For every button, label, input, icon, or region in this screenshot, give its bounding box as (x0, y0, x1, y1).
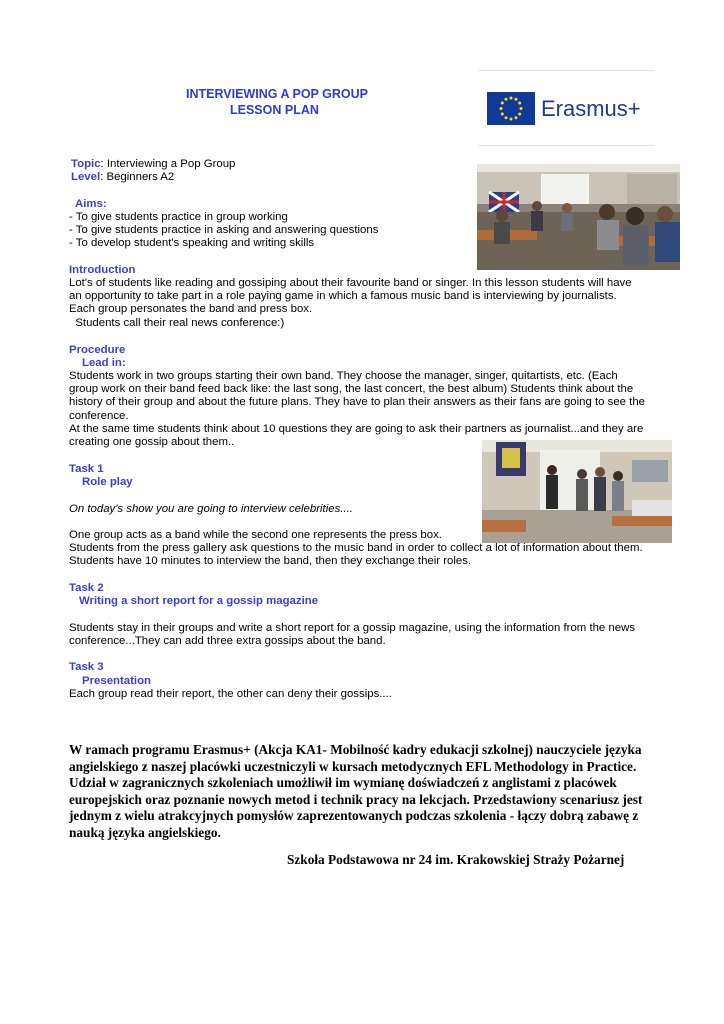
lead-in-heading: Lead in: (82, 357, 126, 369)
task3-subheading: Presentation (82, 675, 151, 687)
logo-divider-top (478, 70, 654, 71)
erasmus-logo-text: Erasmus+ (541, 96, 641, 121)
procedure-line: At the same time students think about 10 questions they are going to ask their partners as journalist...and they are (69, 422, 644, 435)
erasmus-note-line: nauką języka angielskiego. (69, 824, 221, 840)
introduction-line: Students call their real news conference:) (69, 316, 285, 329)
eu-flag-icon (487, 92, 535, 125)
introduction-heading: Introduction (69, 264, 136, 276)
erasmus-note (69, 742, 659, 842)
task2-heading: Task 2 (69, 582, 104, 594)
task1-italic: On today's show you are going to interview celebrities.... (69, 503, 353, 515)
procedure-body (69, 370, 645, 449)
aims-item: - To give students practice in group working (69, 211, 288, 223)
introduction-body (69, 277, 632, 330)
aims-item: - To give students practice in asking and answering questions (69, 224, 379, 237)
erasmus-logo (487, 92, 649, 126)
topic-value: : Interviewing a Pop Group (100, 158, 236, 170)
title-line-1: INTERVIEWING A POP GROUP (186, 87, 368, 101)
erasmus-note-line: jednym z wielu atrakcyjnych pomysłów zaprezentowanych podczas szkolenia - łączy dobrą zabawę z (69, 808, 639, 824)
erasmus-note-line: Udział w zagranicznych szkoleniach umożliwił im wymianę doświadczeń z anglistami z placówek (69, 775, 617, 791)
task2-subheading: Writing a short report for a gossip magazine (79, 595, 319, 607)
erasmus-note-line: W ramach programu Erasmus+ (Akcja KA1- Mobilność kadry edukacji szkolnej) nauczyciele języka (69, 742, 642, 757)
level-line (71, 171, 174, 184)
task2-line: Students stay in their groups and write a short report for a gossip magazine, using the information from the news (69, 622, 636, 634)
document-title (186, 86, 446, 118)
procedure-line: group work on their band feed back like: the last song, the last concert, the best album) Students think about the (69, 383, 634, 396)
erasmus-note-line: angielskiego z naszej placówki uczestniczyli w kursach metodycznych EFL Methodology in Practice. (69, 758, 637, 774)
task1-line: Students from the press gallery ask questions to the music band in order to collect a lot of information about them. (69, 542, 643, 555)
task1-line: One group acts as a band while the second one represents the press box. (69, 529, 442, 541)
procedure-heading: Procedure (69, 344, 126, 356)
procedure-line: conference. (69, 409, 129, 422)
procedure-line: history of their group and about the future plans. They have to plan their answers as their fans are going to see the (69, 396, 646, 409)
level-value: : Beginners A2 (100, 171, 175, 183)
topic-label: Topic (71, 158, 101, 170)
classroom-photo (477, 164, 680, 270)
topic-line (71, 158, 235, 171)
task2-line: conference...They can add three extra gossips about the band. (69, 635, 386, 648)
aims-heading: Aims: (75, 198, 107, 210)
erasmus-note-line: europejskich oraz poznanie nowych metod i technik pracy na lekcjach. Przedstawiony scenariusz jest (69, 791, 643, 807)
aims-list (69, 211, 378, 251)
task1-heading: Task 1 (69, 463, 104, 475)
task2-body (69, 622, 635, 648)
procedure-line: Students work in two groups starting their own band. They choose the manager, singer, quitartists, etc. (Each (69, 370, 618, 382)
introduction-line: Each group personates the band and press box. (69, 303, 313, 316)
task3-heading: Task 3 (69, 661, 104, 673)
task1-subheading: Role play (82, 476, 133, 488)
procedure-line: creating one gossip about them.. (69, 436, 235, 449)
title-line-2: LESSON PLAN (230, 103, 319, 117)
task3-line: Each group read their report, the other can deny their gossips.... (69, 688, 392, 700)
level-label: Level (71, 171, 101, 183)
logo-divider-bottom (478, 145, 654, 146)
school-name: Szkoła Podstawowa nr 24 im. Krakowskiej Straży Pożarnej (287, 852, 625, 867)
aims-item: - To develop student's speaking and writing skills (69, 237, 315, 250)
task1-body (69, 529, 643, 569)
task1-line: Students have 10 minutes to interview the band, then they exchange their roles. (69, 555, 472, 568)
introduction-line: an opportunity to take part in a role paying game in which a famous music band is interviewing by journalists. (69, 290, 617, 303)
introduction-line: Lot's of students like reading and gossiping about their favourite band or singer. In this lesson students will have (69, 277, 632, 289)
role-play-photo (482, 440, 672, 543)
